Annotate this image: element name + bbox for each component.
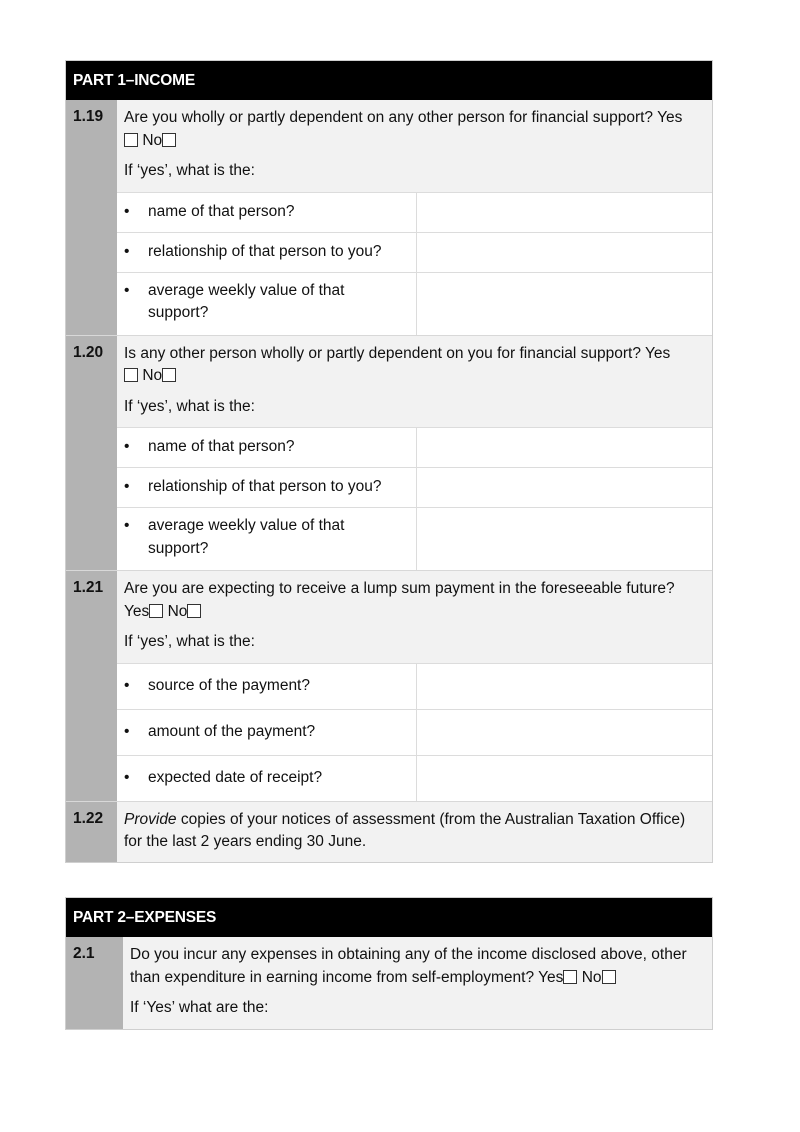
question-number: 2.1 [66, 937, 123, 1029]
bullet-icon: • [124, 517, 130, 534]
sub-row-label: name of that person? [148, 438, 295, 456]
sub-row [117, 663, 712, 709]
no-checkbox[interactable] [187, 604, 201, 618]
question-text: Is any other person wholly or partly dependent on you for financial support? Yes [124, 344, 671, 362]
answer-field[interactable] [417, 710, 712, 755]
sub-row-label: expected date of receipt? [148, 768, 323, 786]
no-label: No [581, 968, 602, 986]
bullet-icon: • [124, 768, 130, 786]
no-label: No [142, 131, 163, 149]
question-row-1-22 [66, 801, 712, 862]
no-label: No [142, 367, 163, 384]
sub-row [117, 272, 712, 335]
question-row-1-21 [66, 570, 712, 801]
followup-text: If ‘yes’, what is the: [124, 397, 255, 415]
no-label: No [167, 602, 188, 620]
bullet-icon: • [124, 478, 130, 496]
answer-field[interactable] [417, 193, 712, 232]
sub-row-label: average weekly value of that support? [148, 281, 345, 321]
sub-row [117, 232, 712, 272]
sub-row [117, 467, 712, 507]
question-text: copies of your notices of assessment (from the Australian Taxation Office) for the last 2 years ending 30 June. [124, 810, 686, 850]
question-block [123, 937, 712, 1029]
sub-row [117, 755, 712, 801]
answer-field[interactable] [417, 664, 712, 709]
question-block [117, 336, 712, 428]
yes-checkbox[interactable] [563, 970, 577, 984]
sub-row-label: average weekly value of that support? [148, 517, 345, 557]
sub-row [117, 427, 712, 467]
bullet-icon: • [124, 438, 130, 456]
bullet-icon: • [124, 242, 130, 260]
part1-table [65, 60, 713, 863]
no-checkbox[interactable] [162, 133, 176, 147]
yes-checkbox[interactable] [124, 368, 138, 382]
yes-checkbox[interactable] [124, 133, 138, 147]
yes-checkbox[interactable] [149, 604, 163, 618]
bullet-icon: • [124, 281, 130, 299]
question-text: Do you incur any expenses in obtaining any of the income disclosed above, other than expenditure in earning income from self-employment? Yes [130, 946, 687, 986]
followup-text: If ‘Yes’ what are the: [130, 999, 269, 1016]
question-block [117, 571, 712, 663]
answer-field[interactable] [417, 273, 712, 335]
bullet-icon: • [124, 722, 130, 740]
bullet-icon: • [124, 676, 130, 694]
question-number: 1.20 [66, 336, 117, 571]
sub-row [117, 192, 712, 232]
answer-field[interactable] [417, 468, 712, 507]
part2-table [65, 897, 713, 1030]
question-number: 1.21 [66, 571, 117, 801]
question-row-1-19 [66, 100, 712, 335]
no-checkbox[interactable] [162, 368, 176, 382]
sub-row-label: name of that person? [148, 202, 295, 220]
question-block [117, 802, 712, 862]
question-row-2-1 [66, 937, 712, 1029]
sub-row [117, 709, 712, 755]
question-block [117, 100, 712, 192]
followup-text: If ‘yes’, what is the: [124, 633, 255, 650]
question-row-1-20 [66, 335, 712, 571]
sub-row-label: amount of the payment? [148, 722, 316, 740]
answer-field[interactable] [417, 508, 712, 570]
sub-row-label: relationship of that person to you? [148, 478, 382, 496]
bullet-icon: • [124, 202, 130, 220]
part2-heading: PART 2–EXPENSES [66, 898, 712, 937]
question-text: Are you are expecting to receive a lump sum payment in the foreseeable future? [124, 580, 675, 597]
question-number: 1.19 [66, 100, 117, 335]
question-number: 1.22 [66, 802, 117, 862]
answer-field[interactable] [417, 756, 712, 801]
sub-row-label: source of the payment? [148, 676, 310, 694]
part1-heading: PART 1–INCOME [66, 61, 712, 100]
emphasis-text: Provide [124, 810, 177, 828]
no-checkbox[interactable] [602, 970, 616, 984]
answer-field[interactable] [417, 428, 712, 467]
question-text: Are you wholly or partly dependent on any other person for financial support? Yes [124, 109, 683, 126]
sub-row [117, 507, 712, 570]
yes-label: Yes [124, 602, 150, 620]
sub-row-label: relationship of that person to you? [148, 242, 382, 260]
answer-field[interactable] [417, 233, 712, 272]
followup-text: If ‘yes’, what is the: [124, 162, 255, 179]
